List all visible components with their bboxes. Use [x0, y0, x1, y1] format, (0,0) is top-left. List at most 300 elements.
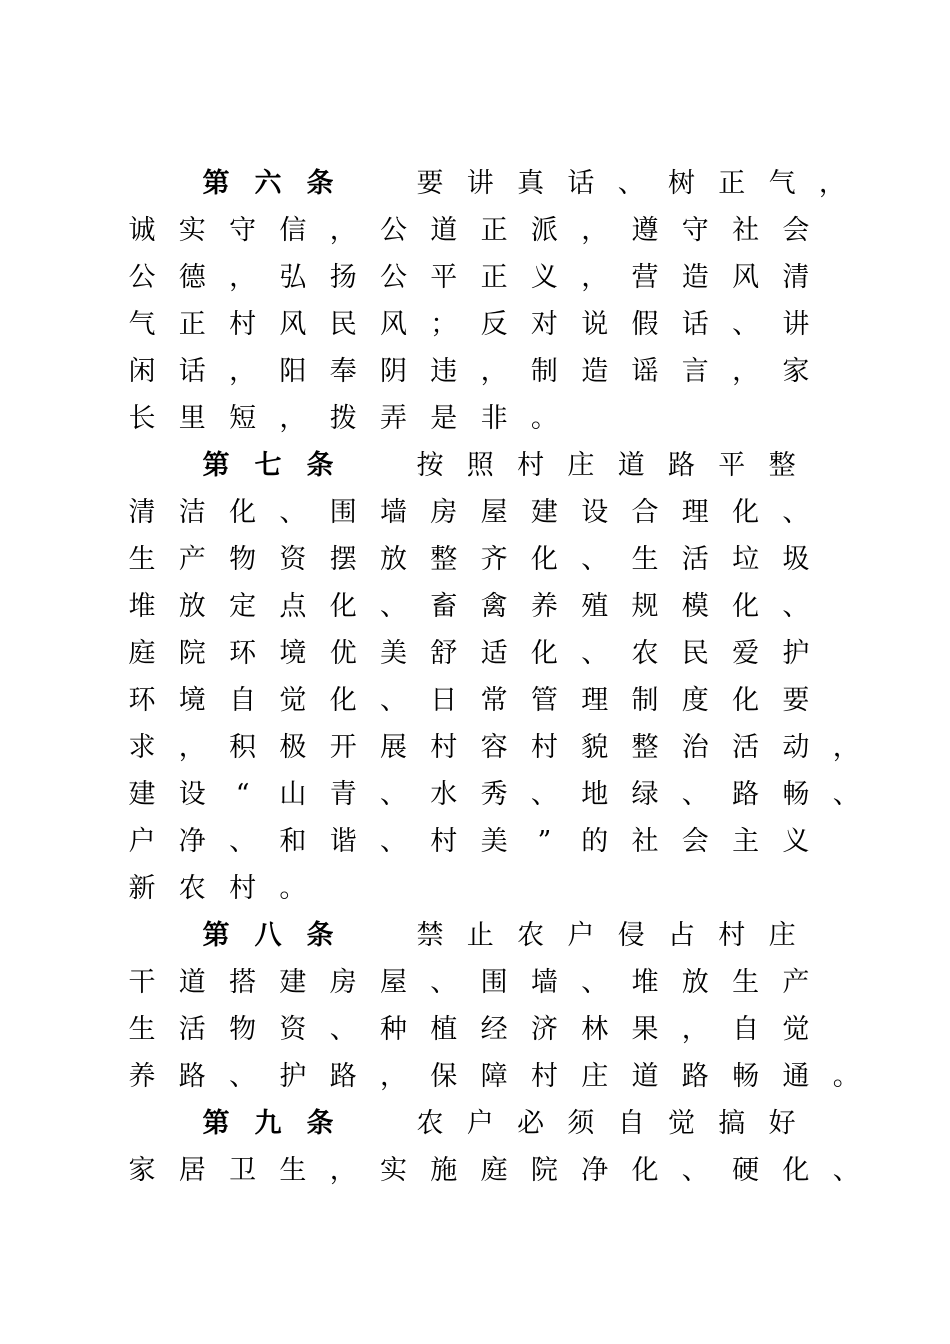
heading-char: 第: [202, 450, 230, 481]
text-char: 要: [782, 685, 810, 716]
text-char: 道: [617, 450, 645, 481]
text-char: 占: [668, 920, 695, 951]
text-char: 化: [530, 544, 558, 575]
text-char: 讲: [782, 309, 810, 340]
text-char: 适: [480, 638, 508, 669]
text-char: ，: [581, 262, 609, 293]
text-char: 路: [178, 1061, 206, 1092]
text-char: 卫: [229, 1155, 257, 1186]
text-char: 路: [668, 450, 695, 481]
text-char: 会: [782, 215, 810, 246]
heading-char: 第: [202, 1108, 230, 1139]
text-char: 。: [530, 403, 558, 434]
text-char: ；: [430, 309, 458, 340]
text-char: 院: [178, 638, 206, 669]
text-char: 优: [329, 638, 357, 669]
article-7-line-6: [0, 683, 950, 730]
text-char: 开: [329, 732, 357, 763]
text-char: 产: [178, 544, 206, 575]
text-char: 禁: [416, 920, 444, 951]
text-char: 真: [517, 168, 545, 199]
text-char: 公: [128, 262, 156, 293]
article-7-line-9: [0, 824, 950, 871]
text-char: 生: [128, 544, 156, 575]
text-char: 合: [631, 497, 659, 528]
text-char: ，: [581, 215, 609, 246]
text-char: 、: [832, 1155, 860, 1186]
text-char: 弄: [380, 403, 407, 434]
text-char: 堆: [631, 967, 659, 998]
article-7-line-2: [0, 495, 950, 542]
text-char: 屋: [380, 967, 407, 998]
text-char: 庄: [581, 1061, 609, 1092]
text-char: 风: [732, 262, 760, 293]
text-char: 短: [229, 403, 257, 434]
heading-char: 八: [254, 920, 282, 951]
text-char: 资: [279, 544, 307, 575]
text-char: 摆: [329, 544, 357, 575]
text-char: 社: [631, 826, 659, 857]
text-char: 管: [530, 685, 558, 716]
text-char: 畜: [430, 591, 458, 622]
article-7-line-3: [0, 542, 950, 589]
text-char: 说: [581, 309, 609, 340]
heading-char: 条: [306, 920, 334, 951]
text-char: 路: [732, 779, 760, 810]
text-char: 、: [732, 309, 760, 340]
text-char: 假: [631, 309, 659, 340]
text-char: 和: [279, 826, 307, 857]
text-char: 农: [631, 638, 659, 669]
text-char: 庄: [567, 450, 595, 481]
text-char: 点: [279, 591, 307, 622]
heading-char: 七: [254, 450, 282, 481]
text-char: 、: [279, 497, 307, 528]
text-char: 村: [530, 732, 558, 763]
text-char: 实: [178, 215, 206, 246]
text-char: 对: [530, 309, 558, 340]
text-char: 农: [416, 1108, 444, 1139]
text-char: 家: [782, 356, 810, 387]
text-char: 经: [480, 1014, 508, 1045]
text-char: 自: [732, 1014, 760, 1045]
text-char: 济: [530, 1014, 558, 1045]
text-char: 村: [229, 873, 257, 904]
text-char: 要: [416, 168, 444, 199]
text-char: 、: [530, 779, 558, 810]
text-char: ”: [537, 826, 552, 857]
heading-char: 条: [306, 168, 334, 199]
text-char: 正: [178, 309, 206, 340]
text-char: 阳: [279, 356, 307, 387]
text-char: ，: [329, 215, 357, 246]
text-char: ，: [832, 732, 860, 763]
text-char: 制: [530, 356, 558, 387]
text-char: 庭: [128, 638, 156, 669]
text-char: 风: [279, 309, 307, 340]
text-char: 违: [430, 356, 458, 387]
text-char: 村: [530, 1061, 558, 1092]
text-char: 整: [631, 732, 659, 763]
text-char: 是: [430, 403, 458, 434]
text-char: 化: [732, 685, 760, 716]
text-char: 路: [329, 1061, 357, 1092]
text-char: 积: [229, 732, 257, 763]
text-char: 造: [681, 262, 709, 293]
text-char: 正: [480, 262, 508, 293]
article-6-line-4: [0, 307, 950, 354]
text-char: 民: [329, 309, 357, 340]
text-char: 生: [128, 1014, 156, 1045]
text-char: 平: [430, 262, 458, 293]
text-char: 保: [430, 1061, 458, 1092]
text-char: 化: [329, 685, 357, 716]
text-char: 规: [631, 591, 659, 622]
text-char: 讲: [466, 168, 494, 199]
text-char: 设: [581, 497, 609, 528]
text-char: 正: [718, 168, 746, 199]
text-char: 村: [229, 309, 257, 340]
text-char: 貌: [581, 732, 609, 763]
text-char: 庄: [768, 920, 796, 951]
text-char: 动: [782, 732, 810, 763]
text-char: 制: [631, 685, 659, 716]
text-char: 新: [128, 873, 156, 904]
text-char: 义: [782, 826, 810, 857]
text-char: 、: [782, 591, 810, 622]
text-char: 平: [718, 450, 746, 481]
text-char: 美: [380, 638, 407, 669]
text-char: 拨: [329, 403, 357, 434]
article-6-line-5: [0, 354, 950, 401]
text-char: 通: [782, 1061, 810, 1092]
text-char: 围: [480, 967, 508, 998]
text-char: 秀: [480, 779, 508, 810]
text-char: 环: [229, 638, 257, 669]
text-char: 墙: [530, 967, 558, 998]
text-char: 极: [279, 732, 307, 763]
text-char: 庭: [480, 1155, 508, 1186]
article-7-line-5: [0, 636, 950, 683]
text-char: 理: [581, 685, 609, 716]
text-char: ，: [480, 356, 508, 387]
text-char: 求: [128, 732, 156, 763]
text-char: ，: [380, 1061, 407, 1092]
text-char: 化: [732, 497, 760, 528]
text-char: 气: [768, 168, 796, 199]
text-char: 户: [466, 1108, 494, 1139]
text-char: 、: [782, 497, 810, 528]
text-char: 风: [380, 309, 407, 340]
text-char: 林: [581, 1014, 609, 1045]
text-char: 护: [279, 1061, 307, 1092]
text-char: 义: [530, 262, 558, 293]
text-char: 墙: [380, 497, 407, 528]
text-char: 容: [480, 732, 508, 763]
text-char: 洁: [178, 497, 206, 528]
text-char: 扬: [329, 262, 357, 293]
text-char: 守: [681, 215, 709, 246]
text-char: 施: [430, 1155, 458, 1186]
text-char: 地: [581, 779, 609, 810]
text-char: 长: [128, 403, 156, 434]
article-6-line-2: [0, 213, 950, 260]
text-char: 、: [380, 826, 407, 857]
text-char: 境: [279, 638, 307, 669]
text-char: 清: [782, 262, 810, 293]
text-char: 建: [530, 497, 558, 528]
text-char: 户: [567, 920, 595, 951]
text-char: ，: [279, 403, 307, 434]
text-char: 生: [631, 544, 659, 575]
text-char: 障: [480, 1061, 508, 1092]
text-char: 派: [530, 215, 558, 246]
text-char: 畅: [732, 1061, 760, 1092]
heading-char: 九: [254, 1108, 282, 1139]
text-char: ，: [178, 732, 206, 763]
text-char: 殖: [581, 591, 609, 622]
text-char: 度: [681, 685, 709, 716]
text-char: 理: [681, 497, 709, 528]
text-char: 侵: [617, 920, 645, 951]
text-char: 守: [229, 215, 257, 246]
article-9-line-1: [0, 1106, 950, 1153]
article-8-line-1: [0, 918, 950, 965]
text-char: 建: [279, 967, 307, 998]
text-char: 化: [229, 497, 257, 528]
text-char: 非: [480, 403, 508, 434]
text-char: 生: [732, 967, 760, 998]
text-char: 主: [732, 826, 760, 857]
text-char: ，: [229, 262, 257, 293]
article-6-line-1: [0, 166, 950, 213]
text-char: 净: [581, 1155, 609, 1186]
text-char: 、: [380, 591, 407, 622]
text-char: 遵: [631, 215, 659, 246]
article-7-line-10: [0, 871, 950, 918]
text-char: 境: [178, 685, 206, 716]
text-char: 种: [380, 1014, 407, 1045]
text-char: 觉: [668, 1108, 695, 1139]
text-char: 闲: [128, 356, 156, 387]
article-7-line-8: [0, 777, 950, 824]
text-char: 实: [380, 1155, 407, 1186]
text-char: 营: [631, 262, 659, 293]
text-char: 爱: [732, 638, 760, 669]
text-char: 绿: [631, 779, 659, 810]
text-char: 环: [128, 685, 156, 716]
text-char: 硬: [732, 1155, 760, 1186]
text-char: 自: [229, 685, 257, 716]
text-char: 搞: [718, 1108, 746, 1139]
text-char: 齐: [480, 544, 508, 575]
text-char: 围: [329, 497, 357, 528]
text-char: 放: [178, 591, 206, 622]
text-char: 阴: [380, 356, 407, 387]
text-char: 放: [380, 544, 407, 575]
text-char: 。: [279, 873, 307, 904]
text-char: 化: [631, 1155, 659, 1186]
text-char: 物: [229, 1014, 257, 1045]
text-char: ，: [329, 1155, 357, 1186]
text-char: 家: [128, 1155, 156, 1186]
text-char: 必: [517, 1108, 545, 1139]
text-char: 化: [732, 591, 760, 622]
article-7-line-4: [0, 589, 950, 636]
article-8-line-4: [0, 1059, 950, 1106]
text-char: 止: [466, 920, 494, 951]
text-char: 反: [480, 309, 508, 340]
text-char: 产: [782, 967, 810, 998]
heading-char: 第: [202, 920, 230, 951]
text-char: 模: [681, 591, 709, 622]
text-char: 干: [128, 967, 156, 998]
text-char: 好: [768, 1108, 796, 1139]
text-char: 整: [768, 450, 796, 481]
text-char: 房: [329, 967, 357, 998]
text-char: 活: [178, 1014, 206, 1045]
text-char: 照: [466, 450, 494, 481]
text-char: “: [235, 779, 250, 810]
text-char: 整: [430, 544, 458, 575]
text-char: 房: [430, 497, 458, 528]
text-char: 堆: [128, 591, 156, 622]
text-char: 弘: [279, 262, 307, 293]
text-char: 、: [229, 826, 257, 857]
text-char: 、: [581, 544, 609, 575]
text-char: 、: [681, 779, 709, 810]
text-char: 谐: [329, 826, 357, 857]
text-char: 话: [681, 309, 709, 340]
text-char: 奉: [329, 356, 357, 387]
article-6-line-3: [0, 260, 950, 307]
text-char: 德: [178, 262, 206, 293]
text-char: ，: [818, 168, 846, 199]
text-char: 觉: [279, 685, 307, 716]
text-char: 净: [178, 826, 206, 857]
text-char: 养: [530, 591, 558, 622]
text-char: 。: [832, 1061, 860, 1092]
text-char: 村: [718, 920, 746, 951]
article-8-line-2: [0, 965, 950, 1012]
text-char: 资: [279, 1014, 307, 1045]
text-char: 畅: [782, 779, 810, 810]
text-char: 化: [782, 1155, 810, 1186]
text-char: 、: [430, 967, 458, 998]
text-char: 树: [668, 168, 695, 199]
text-char: 美: [480, 826, 508, 857]
text-char: 气: [128, 309, 156, 340]
text-char: 农: [517, 920, 545, 951]
text-char: 谣: [631, 356, 659, 387]
text-char: 道: [178, 967, 206, 998]
text-char: 、: [229, 1061, 257, 1092]
text-char: 里: [178, 403, 206, 434]
text-char: 话: [567, 168, 595, 199]
text-char: 言: [681, 356, 709, 387]
text-char: 展: [380, 732, 407, 763]
text-char: 的: [581, 826, 609, 857]
text-char: 果: [631, 1014, 659, 1045]
text-char: 垃: [732, 544, 760, 575]
heading-char: 条: [306, 1108, 334, 1139]
text-char: 会: [681, 826, 709, 857]
text-char: ，: [229, 356, 257, 387]
text-char: 信: [279, 215, 307, 246]
text-char: 定: [229, 591, 257, 622]
text-char: 搭: [229, 967, 257, 998]
text-char: 、: [380, 685, 407, 716]
text-char: 、: [380, 779, 407, 810]
heading-char: 条: [306, 450, 334, 481]
text-char: 觉: [782, 1014, 810, 1045]
text-char: ，: [681, 1014, 709, 1045]
text-char: 道: [430, 215, 458, 246]
text-char: 常: [480, 685, 508, 716]
text-char: 治: [681, 732, 709, 763]
text-char: 路: [681, 1061, 709, 1092]
text-char: 公: [380, 262, 407, 293]
text-char: 村: [430, 826, 458, 857]
text-char: 日: [430, 685, 458, 716]
text-char: 公: [380, 215, 407, 246]
text-char: 道: [631, 1061, 659, 1092]
text-char: 活: [681, 544, 709, 575]
text-char: 建: [128, 779, 156, 810]
text-char: 圾: [782, 544, 810, 575]
text-char: 屋: [480, 497, 508, 528]
article-8-line-3: [0, 1012, 950, 1059]
text-char: 清: [128, 497, 156, 528]
text-char: 按: [416, 450, 444, 481]
heading-char: 第: [202, 168, 230, 199]
article-6-line-6: [0, 401, 950, 448]
article-9-line-2: [0, 1153, 950, 1200]
text-char: 禽: [480, 591, 508, 622]
text-char: 民: [681, 638, 709, 669]
text-char: 社: [732, 215, 760, 246]
text-char: 、: [832, 779, 860, 810]
text-char: 水: [430, 779, 458, 810]
text-char: 话: [178, 356, 206, 387]
text-char: 设: [178, 779, 206, 810]
text-char: 放: [681, 967, 709, 998]
text-char: 造: [581, 356, 609, 387]
text-char: 院: [530, 1155, 558, 1186]
text-char: ，: [732, 356, 760, 387]
text-char: 化: [329, 591, 357, 622]
text-char: 、: [581, 967, 609, 998]
text-char: 正: [480, 215, 508, 246]
text-char: 养: [128, 1061, 156, 1092]
article-7-line-7: [0, 730, 950, 777]
text-char: 山: [279, 779, 307, 810]
text-char: 化: [530, 638, 558, 669]
text-char: 物: [229, 544, 257, 575]
text-char: 须: [567, 1108, 595, 1139]
text-char: 活: [732, 732, 760, 763]
text-char: 护: [782, 638, 810, 669]
text-char: 村: [517, 450, 545, 481]
text-char: 居: [178, 1155, 206, 1186]
text-char: 诚: [128, 215, 156, 246]
text-char: 、: [617, 168, 645, 199]
text-char: 、: [329, 1014, 357, 1045]
text-char: 舒: [430, 638, 458, 669]
text-char: 、: [681, 1155, 709, 1186]
text-char: 生: [279, 1155, 307, 1186]
article-7-line-1: [0, 448, 950, 495]
